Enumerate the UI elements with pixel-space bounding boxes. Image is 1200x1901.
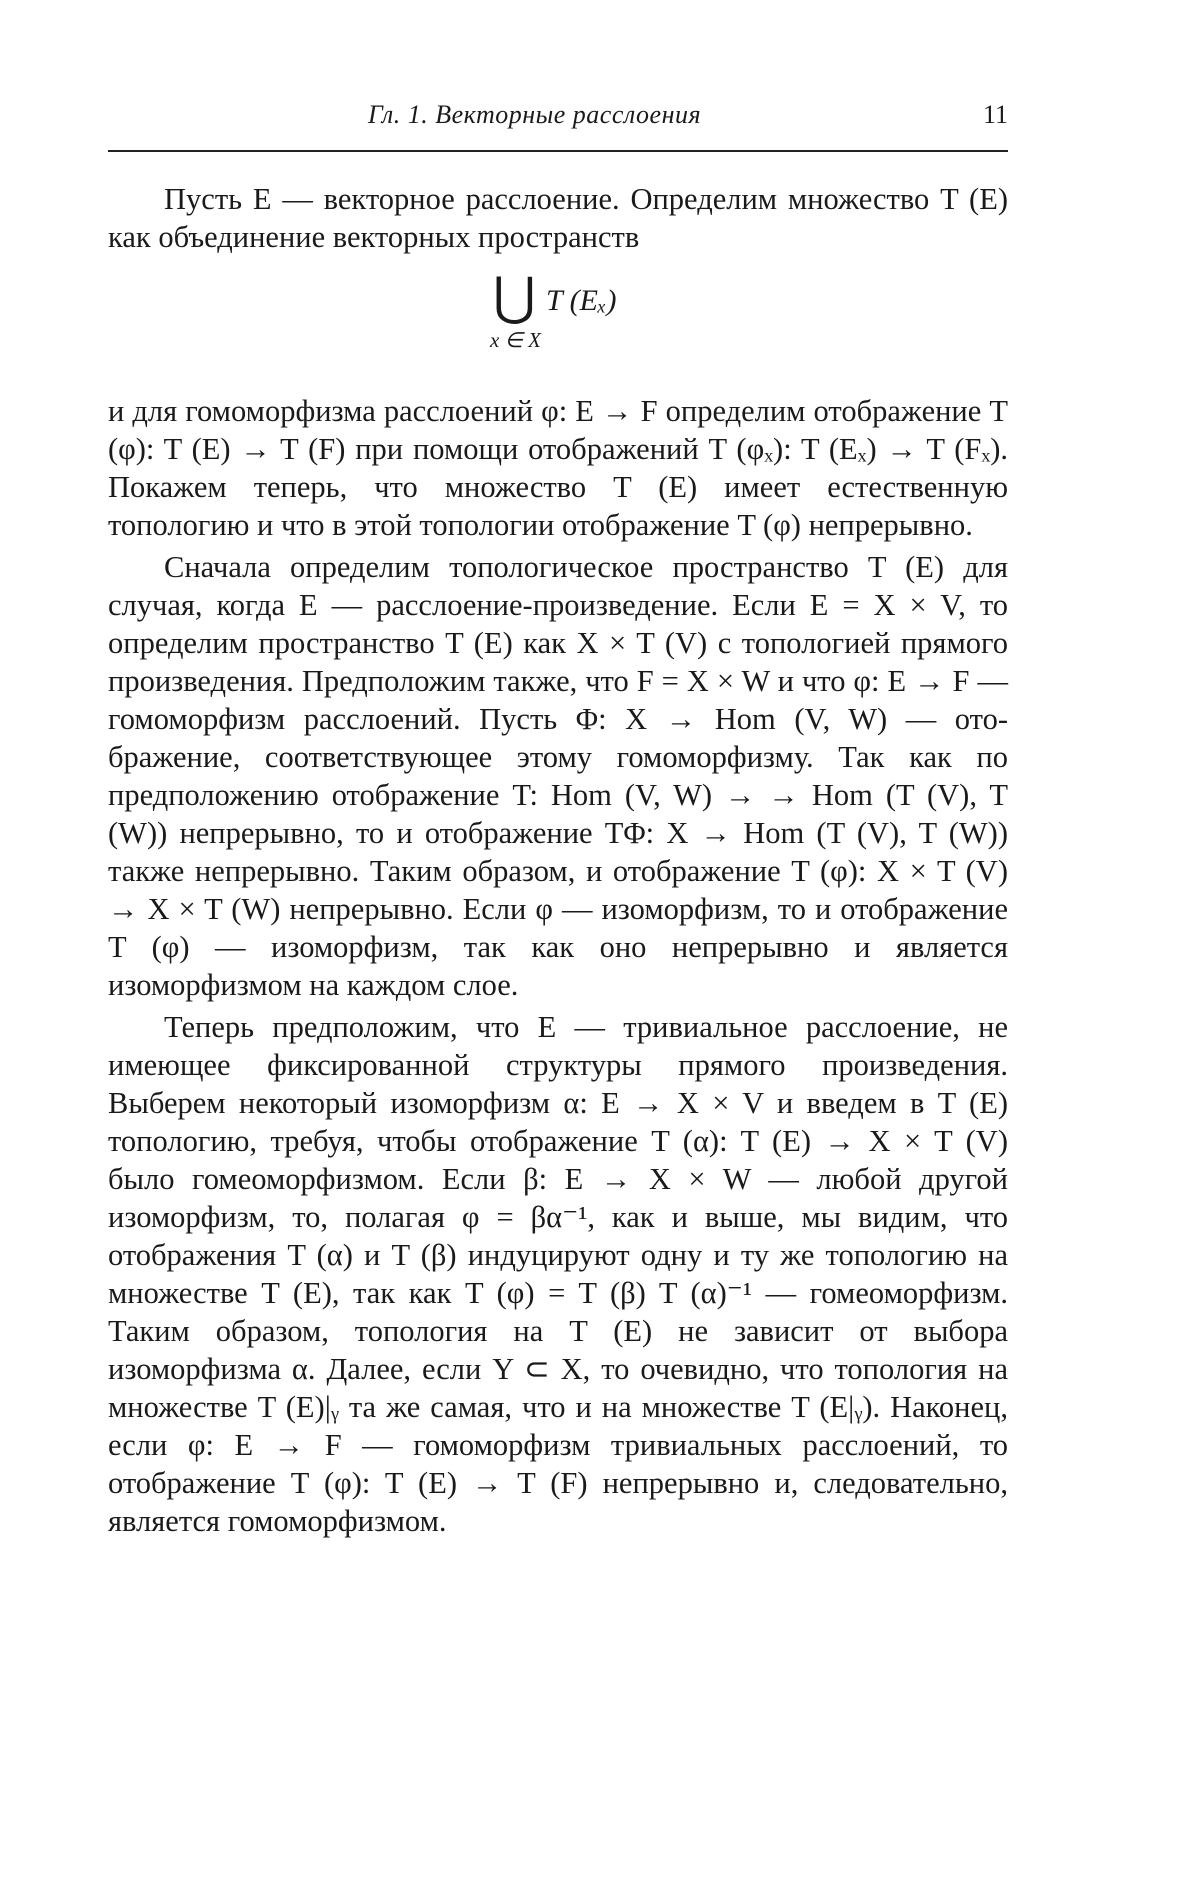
paragraph-1: Пусть E — векторное расслоение. Определим множество T (E) как объединение векторных пространств [108,182,1008,254]
page-number: 11 [982,100,1008,129]
running-header [108,100,1008,144]
union-operator: ⋃ [493,269,536,326]
paragraph-3: Сначала определим топологическое пространство T (E) для случая, когда E — расслоение-произведение. Если E = X × V, то определим пространство T (E) как X × T (V) с топологией прямого произведения. Предположим также, что F = X × W и что φ: E → F — гомоморфизм расслоений. Пусть Φ: X → Hom (V, W) — отображение, соответствующее этому гомоморфизму. Так как по предположению отображение T: Hom (V, W) → → Hom (T (V), T (W)) непрерывно, то и отображение TΦ: X → Hom (T (V), T (W)) также непрерывно. Таким образом, и отображение T (φ): X × T (V) → X × T (W) непрерывно. Если φ — изоморфизм, то и отображение T (φ) — изоморфизм, так как оно непрерывно и является изоморфизмом на каждом слое. [108,550,1008,1002]
paragraph-2: и для гомоморфизма расслоений φ: E → F определим отображение T (φ): T (E) → T (F) при помощи отображений T (φₓ): T (Eₓ) → T (Fₓ). Покажем теперь, что множество T (E) имеет естественную топологию и что в этой топологии отображение T (φ) непрерывно. [108,394,1008,542]
header-rule [108,150,1008,152]
union-subscript: x ∈ X [490,328,541,352]
paragraph-4: Теперь предположим, что E — тривиальное расслоение, не имеющее фиксированной структуры прямого произведения. Выберем некоторый изоморфизм α: E → X × V и введем в T (E) топологию, требуя, чтобы отображение T (α): T (E) → X × T (V) было гомеоморфизмом. Если β: E → X × W — любой другой изоморфизм, то, полагая φ = βα⁻¹, как и выше, мы видим, что отображения T (α) и T (β) индуцируют одну и ту же топологию на множестве T (E), так как T (φ) = T (β) T (α)⁻¹ — гомеоморфизм. Таким образом, топология на T (E) не зависит от выбора изоморфизма α. Далее, если Y ⊂ X, то очевидно, что топология на множестве T (E)|ᵧ та же самая, что и на множестве T (E|ᵧ). Наконец, если φ: E → F — гомоморфизм тривиальных расслоений, то отображение T (φ): T (E) → T (F) непрерывно и, следовательно, является гомоморфизмом. [108,1010,1008,1538]
running-title: Гл. 1. Векторные расслоения [368,100,702,129]
union-formula [108,270,1008,370]
union-body: T (Eₓ) [546,284,617,317]
book-page [108,100,1008,1540]
